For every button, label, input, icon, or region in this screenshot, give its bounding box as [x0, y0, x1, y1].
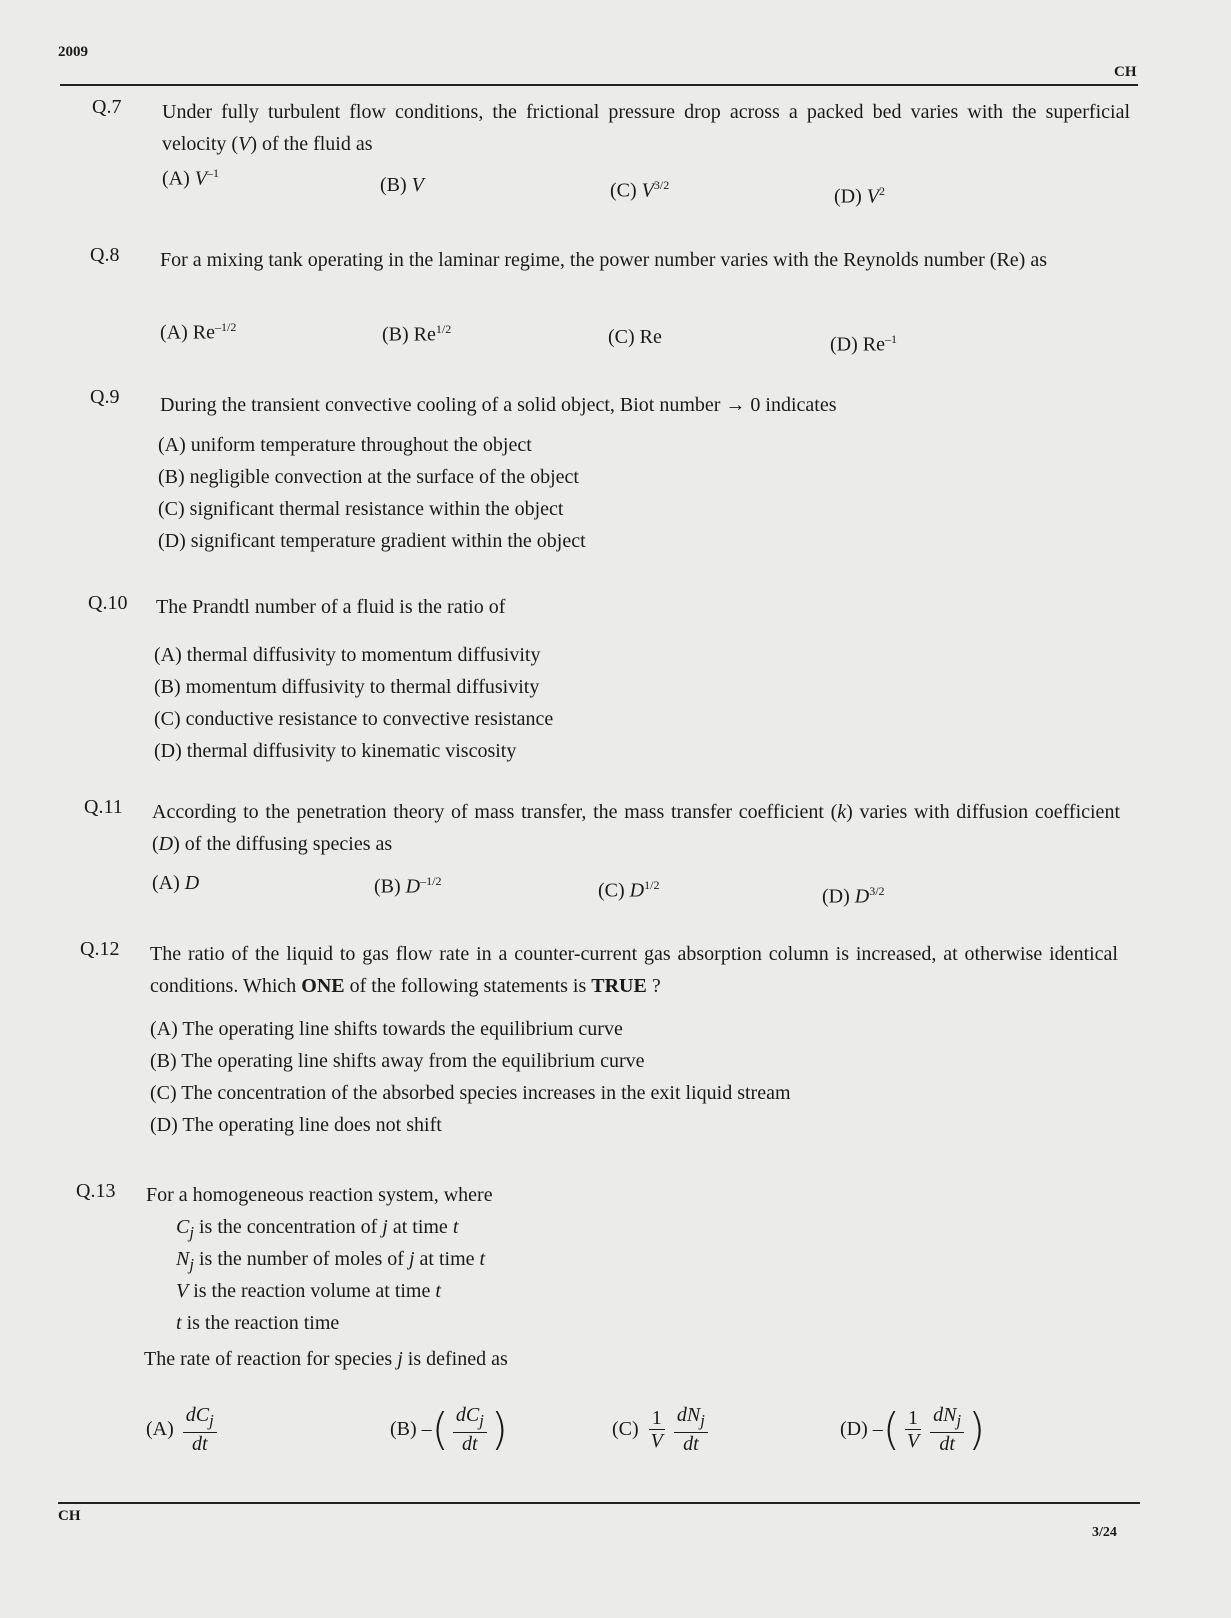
fraction-dcj-dt: $\frac{dC_j}{dt}$ — [453, 1404, 487, 1455]
option-d[interactable]: (D) $Re^{-1}$ — [830, 332, 897, 356]
rate-definition-text: The rate of reaction for species j is defined as — [144, 1348, 508, 1370]
question-number: Q.11 — [84, 796, 123, 818]
option-b[interactable]: (B) negligible convection at the surface of the object — [158, 466, 579, 488]
question-stem: According to the penetration theory of mass transfer, the mass transfer coefficient (k) varies with diffusion coefficient (D) of the diffusing species as — [152, 801, 1120, 855]
definition-time: t is the reaction time — [176, 1312, 340, 1334]
option-b[interactable]: (B) $Re^{1/2}$ — [382, 322, 452, 346]
option-a[interactable]: (A) The operating line shifts towards the equilibrium curve — [150, 1018, 623, 1040]
option-d[interactable]: (D) significant temperature gradient within the object — [158, 530, 586, 552]
option-d[interactable]: (D) thermal diffusivity to kinematic viscosity — [154, 740, 517, 762]
option-b[interactable]: (B) $D^{-1/2}$ — [374, 874, 442, 898]
question-stem: Under fully turbulent flow conditions, the frictional pressure drop across a packed bed varies with the superficial velocity (V) of the fluid as — [162, 101, 1130, 155]
option-c[interactable]: (C) significant thermal resistance within the object — [158, 498, 564, 520]
fraction-dcj-dt: $\frac{dC_j}{dt}$ — [183, 1404, 217, 1455]
footer-rule — [58, 1502, 1140, 1504]
option-c[interactable]: (C) conductive resistance to convective resistance — [154, 708, 554, 730]
fraction-dnj-dt: $\frac{dN_j}{dt}$ — [930, 1404, 964, 1455]
option-b[interactable]: (B) V — [380, 174, 424, 196]
option-c[interactable]: (C) $V^{3/2}$ — [610, 178, 670, 202]
question-stem: The Prandtl number of a fluid is the ratio of — [156, 596, 506, 618]
question-number: Q.9 — [90, 386, 120, 408]
option-a[interactable]: (A) thermal diffusivity to momentum diffusivity — [154, 644, 541, 666]
question-stem: For a homogeneous reaction system, where — [146, 1184, 493, 1206]
question-number: Q.12 — [80, 938, 120, 960]
option-c[interactable]: (C) Re — [608, 326, 662, 348]
definition-volume: V is the reaction volume at time t — [176, 1280, 441, 1302]
option-a[interactable]: (A) uniform temperature throughout the object — [158, 434, 532, 456]
definition-concentration: $C_j$ is the concentration of j at time t — [176, 1216, 459, 1242]
option-c[interactable]: (C) The concentration of the absorbed species increases in the exit liquid stream — [150, 1082, 791, 1104]
option-d[interactable]: (D) The operating line does not shift — [150, 1114, 442, 1136]
option-b[interactable]: (B) momentum diffusivity to thermal diffusivity — [154, 676, 540, 698]
option-d[interactable]: (D) $D^{3/2}$ — [822, 884, 885, 908]
fraction-one-over-v: $\frac{1}{V}$ — [650, 1407, 663, 1452]
footer-paper-code: CH — [58, 1508, 81, 1524]
question-number: Q.7 — [92, 96, 122, 118]
question-number: Q.13 — [76, 1180, 116, 1202]
header-year: 2009 — [58, 44, 88, 60]
option-a[interactable]: (A) $V^{-1}$ — [162, 166, 219, 190]
option-d[interactable]: (D) – ( $\frac{1}{V}$ $\frac{dN_j}{dt}$ ) — [840, 1404, 986, 1455]
option-c[interactable]: (C) $D^{1/2}$ — [598, 878, 660, 902]
question-number: Q.10 — [88, 592, 128, 614]
fraction-dnj-dt: $\frac{dN_j}{dt}$ — [674, 1404, 708, 1455]
option-b[interactable]: (B) The operating line shifts away from the equilibrium curve — [150, 1050, 645, 1072]
question-stem: For a mixing tank operating in the laminar regime, the power number varies with the Reynolds number (Re) as — [160, 249, 1047, 271]
header-rule — [60, 84, 1138, 86]
option-a[interactable]: (A) D — [152, 872, 200, 894]
option-a[interactable]: (A) $Re^{-1/2}$ — [160, 320, 237, 344]
option-a[interactable]: (A) $\frac{dC_j}{dt}$ — [146, 1404, 221, 1455]
question-stem: During the transient convective cooling of a solid object, Biot number → 0 indicates — [160, 394, 837, 416]
header-paper-code: CH — [1114, 64, 1137, 80]
question-stem: The ratio of the liquid to gas flow rate in a counter-current gas absorption column is increased, at otherwise identical conditions. Which ONE of the following statements is TRUE ? — [150, 943, 1118, 997]
option-d[interactable]: (D) $V^2$ — [834, 184, 885, 208]
definition-moles: $N_j$ is the number of moles of j at time t — [176, 1248, 486, 1274]
page-number: 3/24 — [1092, 1525, 1117, 1540]
option-c[interactable]: (C) $\frac{1}{V}$ $\frac{dN_j}{dt}$ — [612, 1404, 712, 1455]
question-number: Q.8 — [90, 244, 120, 266]
option-b[interactable]: (B) – ( $\frac{dC_j}{dt}$ ) — [390, 1404, 508, 1455]
fraction-one-over-v: $\frac{1}{V}$ — [906, 1407, 920, 1452]
